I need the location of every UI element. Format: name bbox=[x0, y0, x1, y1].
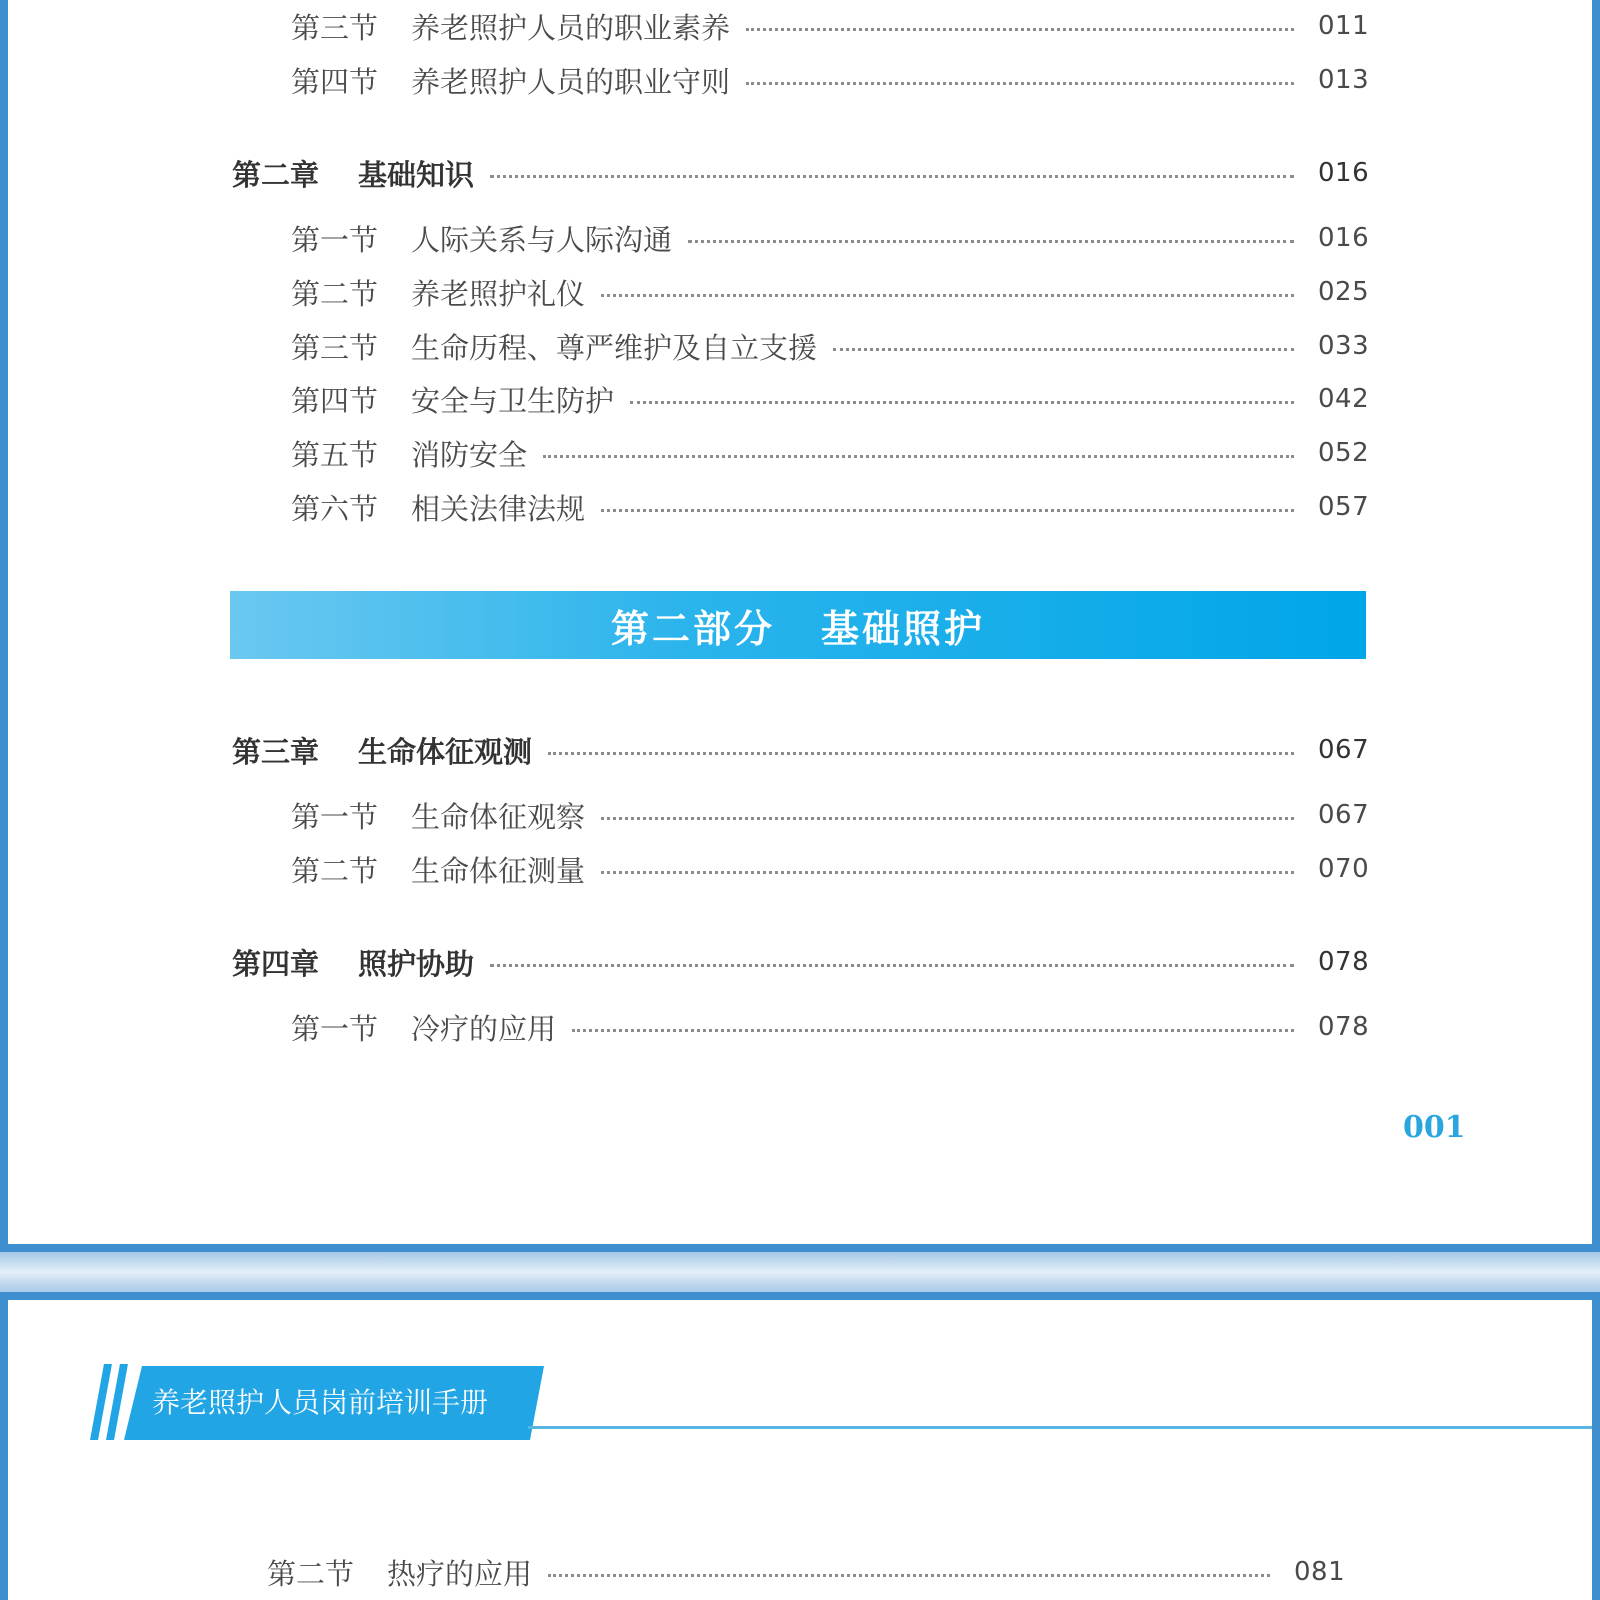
dot-leader bbox=[490, 964, 1294, 967]
dot-leader bbox=[548, 1574, 1270, 1577]
toc-page bbox=[8, 0, 1592, 1244]
toc-chapter-row[interactable] bbox=[232, 942, 1370, 982]
toc-row-page: 078 bbox=[1318, 947, 1370, 977]
next-page bbox=[8, 1300, 1592, 1600]
toc-row-page: 067 bbox=[1318, 735, 1370, 765]
dot-leader bbox=[746, 28, 1294, 31]
frame-left-border bbox=[0, 0, 8, 1600]
toc-row-title: 生命历程、尊严维护及自立支援 bbox=[411, 330, 818, 365]
toc-row-title: 相关法律法规 bbox=[411, 491, 586, 526]
toc-row-page: 025 bbox=[1318, 277, 1370, 307]
toc-row-page: 011 bbox=[1318, 11, 1370, 41]
toc-row-label: 第一节 bbox=[291, 1011, 379, 1046]
dot-leader bbox=[543, 455, 1294, 458]
toc-row-page: 042 bbox=[1318, 384, 1370, 414]
toc-chapter-title: 照护协助 bbox=[358, 946, 475, 981]
toc-row[interactable] bbox=[291, 433, 1370, 473]
toc-row-title: 人际关系与人际沟通 bbox=[411, 222, 673, 257]
toc-row[interactable] bbox=[291, 60, 1370, 100]
toc-chapter-title: 基础知识 bbox=[358, 157, 475, 192]
toc-chapter-label: 第三章 bbox=[232, 734, 320, 769]
frame-right-border bbox=[1592, 0, 1600, 1600]
toc-chapter-label: 第二章 bbox=[232, 157, 320, 192]
toc-row-title: 养老照护人员的职业素养 bbox=[411, 10, 731, 45]
toc-row-page: 081 bbox=[1294, 1557, 1346, 1587]
toc-row-title: 安全与卫生防护 bbox=[411, 383, 615, 418]
dot-leader bbox=[548, 752, 1294, 755]
header-rule bbox=[528, 1426, 1592, 1429]
toc-chapter-row[interactable] bbox=[232, 730, 1370, 770]
toc-row-label: 第三节 bbox=[291, 10, 379, 45]
toc-row-label: 第三节 bbox=[291, 330, 379, 365]
toc-row-page: 016 bbox=[1318, 223, 1370, 253]
toc-row[interactable] bbox=[291, 379, 1370, 419]
dot-leader bbox=[601, 509, 1294, 512]
toc-row-page: 067 bbox=[1318, 800, 1370, 830]
toc-row-page: 052 bbox=[1318, 438, 1370, 468]
toc-row[interactable] bbox=[291, 849, 1370, 889]
toc-row-label: 第二节 bbox=[291, 853, 379, 888]
toc-row[interactable] bbox=[291, 6, 1370, 46]
toc-row-page: 033 bbox=[1318, 331, 1370, 361]
page-gap bbox=[0, 1252, 1600, 1292]
toc-row-title: 生命体征观察 bbox=[411, 799, 586, 834]
toc-row[interactable] bbox=[291, 326, 1370, 366]
page-divider-border bbox=[0, 1292, 1600, 1300]
toc-row-title: 养老照护礼仪 bbox=[411, 276, 586, 311]
toc-row-label: 第一节 bbox=[291, 799, 379, 834]
toc-row-label: 第六节 bbox=[291, 491, 379, 526]
part-label: 第二部分 bbox=[610, 606, 775, 651]
dot-leader bbox=[601, 871, 1294, 874]
page-divider-border bbox=[0, 1244, 1600, 1252]
dot-leader bbox=[630, 401, 1294, 404]
toc-row-title: 养老照护人员的职业守则 bbox=[411, 64, 731, 99]
dot-leader bbox=[601, 817, 1294, 820]
dot-leader bbox=[833, 348, 1294, 351]
page-number: 001 bbox=[1403, 1110, 1466, 1145]
toc-row[interactable] bbox=[291, 1007, 1370, 1047]
toc-row-label: 第二节 bbox=[267, 1556, 355, 1591]
toc-row-page: 013 bbox=[1318, 65, 1370, 95]
toc-row-label: 第二节 bbox=[291, 276, 379, 311]
dot-leader bbox=[490, 175, 1294, 178]
book-title: 养老照护人员岗前培训手册 bbox=[152, 1386, 489, 1419]
toc-row-label: 第四节 bbox=[291, 64, 379, 99]
dot-leader bbox=[601, 294, 1294, 297]
toc-row[interactable] bbox=[267, 1552, 1346, 1592]
toc-row-label: 第四节 bbox=[291, 383, 379, 418]
toc-row[interactable] bbox=[291, 795, 1370, 835]
toc-row-page: 078 bbox=[1318, 1012, 1370, 1042]
toc-chapter-title: 生命体征观测 bbox=[358, 734, 533, 769]
dot-leader bbox=[572, 1029, 1294, 1032]
toc-row[interactable] bbox=[291, 487, 1370, 527]
toc-row-page: 057 bbox=[1318, 492, 1370, 522]
toc-row-page: 016 bbox=[1318, 158, 1370, 188]
toc-row-title: 冷疗的应用 bbox=[411, 1011, 557, 1046]
part-banner bbox=[230, 591, 1366, 659]
toc-row-title: 生命体征测量 bbox=[411, 853, 586, 888]
dot-leader bbox=[688, 240, 1294, 243]
toc-row-page: 070 bbox=[1318, 854, 1370, 884]
part-title: 基础照护 bbox=[821, 606, 986, 651]
toc-chapter-label: 第四章 bbox=[232, 946, 320, 981]
toc-chapter-row[interactable] bbox=[232, 153, 1370, 193]
dot-leader bbox=[746, 82, 1294, 85]
toc-row-label: 第五节 bbox=[291, 437, 379, 472]
toc-row-label: 第一节 bbox=[291, 222, 379, 257]
toc-row-title: 消防安全 bbox=[411, 437, 528, 472]
toc-row-title: 热疗的应用 bbox=[387, 1556, 533, 1591]
toc-row[interactable] bbox=[291, 218, 1370, 258]
toc-row[interactable] bbox=[291, 272, 1370, 312]
